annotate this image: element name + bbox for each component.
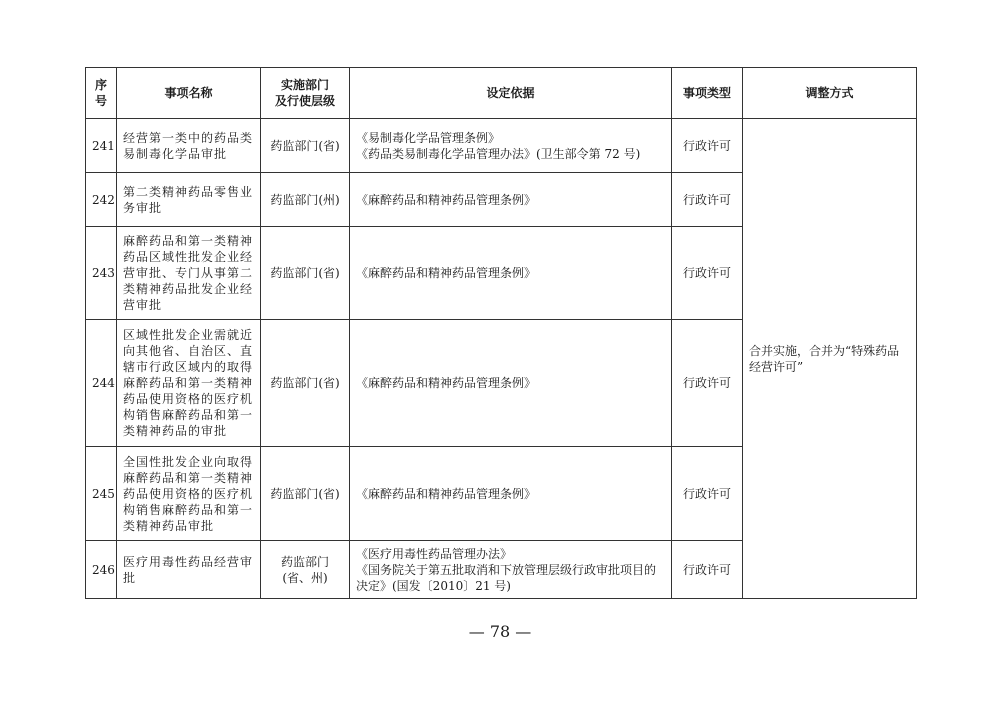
row-name: 麻醉药品和第一类精神药品区域性批发企业经营审批、专门从事第二类精神药品批发企业经营审批 <box>117 227 261 320</box>
row-name: 全国性批发企业向取得麻醉药品和第一类精神药品使用资格的医疗机构销售麻醉药品和第一类精神药品审批 <box>117 447 261 541</box>
row-basis <box>350 173 672 227</box>
row-type: 行政许可 <box>672 227 743 320</box>
row-dept: 药监部门(省、州) <box>261 541 350 599</box>
header-basis: 设定依据 <box>350 68 672 119</box>
row-basis <box>350 447 672 541</box>
basis-line: 《麻醉药品和精神药品管理条例》 <box>356 376 537 390</box>
row-type: 行政许可 <box>672 320 743 447</box>
row-type: 行政许可 <box>672 447 743 541</box>
row-dept: 药监部门(省) <box>261 119 350 173</box>
basis-line: 《国务院关于第五批取消和下放管理层级行政审批项目的决定》(国发〔2010〕21 号) <box>356 562 657 593</box>
row-no: 246 <box>86 541 117 599</box>
header-type: 事项类型 <box>672 68 743 119</box>
row-no: 244 <box>86 320 117 447</box>
adjust-method-cell: 合并实施，合并为“特殊药品经营许可” <box>743 119 917 599</box>
basis-line: 《麻醉药品和精神药品管理条例》 <box>356 266 537 280</box>
row-name: 第二类精神药品零售业务审批 <box>117 173 261 227</box>
row-dept: 药监部门(州) <box>261 173 350 227</box>
header-dept: 实施部门 及行使层级 <box>261 68 350 119</box>
basis-line: 《医疗用毒性药品管理办法》 <box>356 546 513 561</box>
page-number: — 78 — <box>468 622 532 641</box>
approval-items-table <box>85 67 917 599</box>
row-name: 经营第一类中的药品类易制毒化学品审批 <box>117 119 261 173</box>
basis-line: 《麻醉药品和精神药品管理条例》 <box>356 486 537 501</box>
basis-line: 《易制毒化学品管理条例》 <box>356 130 501 145</box>
basis-line: 《药品类易制毒化学品管理办法》(卫生部令第 72 号) <box>356 146 641 161</box>
row-type: 行政许可 <box>672 541 743 599</box>
row-no: 245 <box>86 447 117 541</box>
row-type: 行政许可 <box>672 173 743 227</box>
row-type: 行政许可 <box>672 119 743 173</box>
row-no: 242 <box>86 173 117 227</box>
row-name: 医疗用毒性药品经营审批 <box>117 541 261 599</box>
row-dept: 药监部门(省) <box>261 227 350 320</box>
row-basis <box>350 119 672 173</box>
row-dept: 药监部门(省) <box>261 447 350 541</box>
header-no: 序 号 <box>86 68 117 119</box>
row-no: 241 <box>86 119 117 173</box>
row-basis <box>350 227 672 320</box>
table-row <box>86 119 917 173</box>
row-basis <box>350 541 672 599</box>
row-basis <box>350 320 672 447</box>
table-header-row <box>86 68 917 119</box>
header-name: 事项名称 <box>117 68 261 119</box>
header-adjust: 调整方式 <box>743 68 917 119</box>
row-name: 区域性批发企业需就近向其他省、自治区、直辖市行政区域内的取得麻醉药品和第一类精神药品使用资格的医疗机构销售麻醉药品和第一类精神药品的审批 <box>117 320 261 447</box>
basis-line: 《麻醉药品和精神药品管理条例》 <box>356 192 537 207</box>
row-dept: 药监部门(省) <box>261 320 350 447</box>
row-no: 243 <box>86 227 117 320</box>
